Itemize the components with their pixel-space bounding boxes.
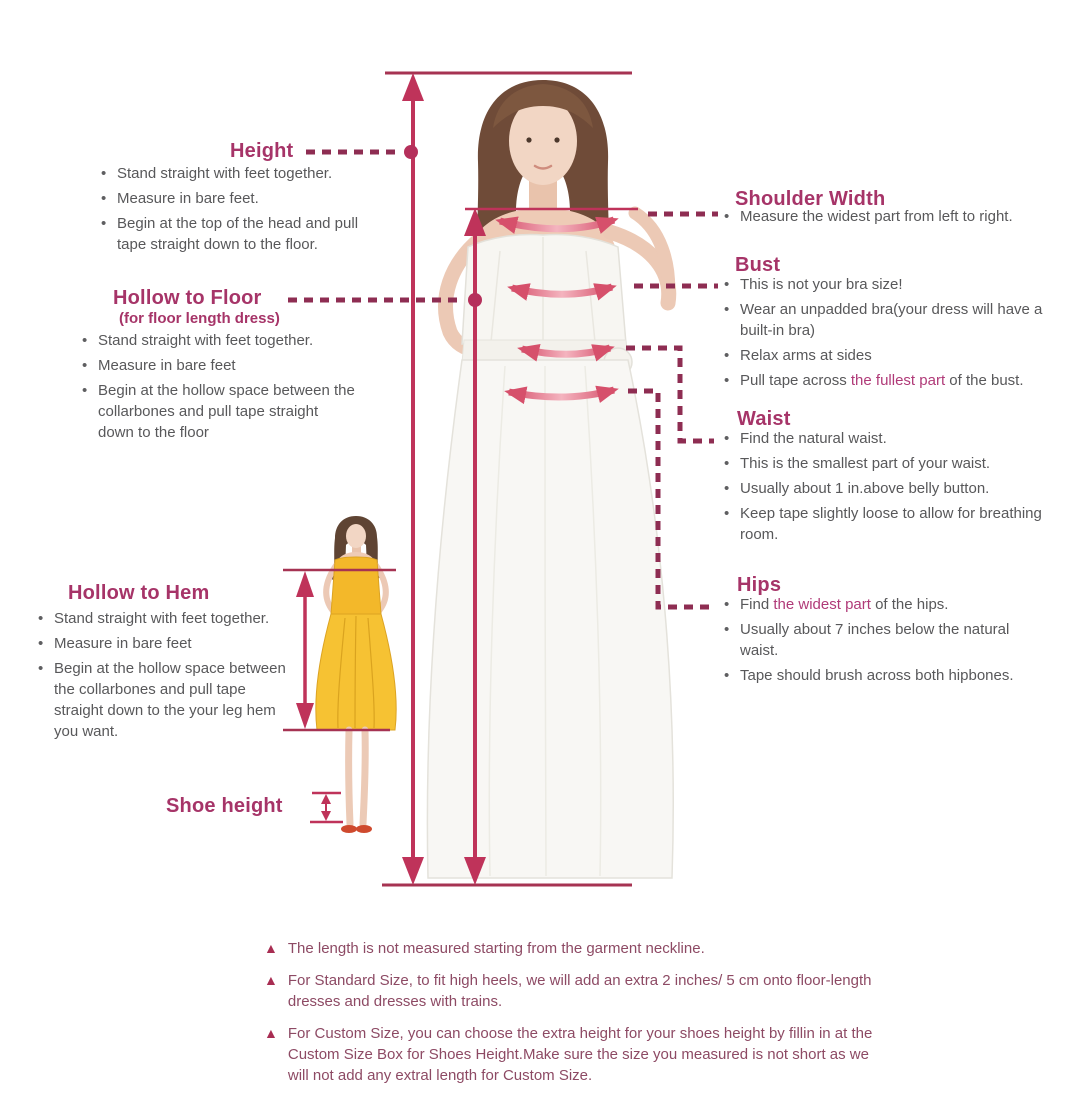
footnotes	[264, 938, 892, 1097]
bullet-item: • Relax arms at sides	[720, 345, 1056, 366]
footnote-item	[264, 938, 892, 959]
shoe-height-gauge	[310, 793, 343, 822]
shoe-height-title: Shoe height	[166, 795, 283, 817]
bullet-item: • Measure in bare feet	[34, 633, 290, 654]
height-instructions	[97, 163, 382, 259]
hips-arrow	[509, 390, 714, 607]
bullet-item: • Stand straight with feet together.	[78, 330, 358, 351]
shoulder-width-instructions	[720, 206, 1050, 231]
warning-triangle-icon: ▲	[264, 972, 278, 988]
bullet-item: • Usually about 7 inches below the natural waist.	[720, 619, 1050, 661]
bust-arrow	[512, 286, 718, 294]
hips-instructions	[720, 594, 1050, 690]
bullet-item: • Begin at the hollow space between the collarbones and pull tape straight down to the floor	[78, 380, 358, 443]
waist-arrow	[522, 348, 714, 441]
waist-instructions	[720, 428, 1042, 549]
bullet-item: • Usually about 1 in.above belly button.	[720, 478, 1042, 499]
bullet-item: • Measure the widest part from left to right.	[720, 206, 1050, 227]
bullet-item: • Stand straight with feet together.	[34, 608, 290, 629]
warning-triangle-icon: ▲	[264, 1025, 278, 1041]
bullet-item: • Begin at the top of the head and pull tape straight down to the floor.	[97, 213, 382, 255]
bullet-item: • Begin at the hollow space between the collarbones and pull tape straight down to the your leg hem you want.	[34, 658, 290, 742]
bullet-item: • Measure in bare feet.	[97, 188, 382, 209]
hollow-to-hem-arrow	[283, 570, 396, 730]
highlighted-phrase: the fullest part	[850, 372, 946, 389]
hollow-to-hem-title: Hollow to Hem	[68, 582, 210, 604]
footnote-text: For Custom Size, you can choose the extra height for your shoes height by fillin in at the Custom Size Box for Shoes Height.Make sure the size you measured is not short as we will not add any extral length for Custom Size.	[287, 1025, 873, 1084]
hollow-to-hem-instructions	[34, 608, 290, 746]
height-title: Height	[230, 140, 294, 162]
bullet-item: • Pull tape across the fullest part of the bust.	[720, 370, 1056, 391]
tall-model-figure	[427, 80, 673, 878]
footnote-text: The length is not measured starting from the garment neckline.	[287, 940, 705, 957]
footnote-text: For Standard Size, to fit high heels, we will add an extra 2 inches/ 5 cm onto floor-length dresses and dresses with trains.	[287, 972, 872, 1010]
bullet-item: • Measure in bare feet	[78, 355, 358, 376]
highlighted-phrase: the widest part	[773, 596, 871, 613]
hips-title: Hips	[737, 574, 782, 596]
bullet-item: • Find the natural waist.	[720, 428, 1042, 449]
bullet-item: • Stand straight with feet together.	[97, 163, 382, 184]
bullet-item: • This is not your bra size!	[720, 274, 1056, 295]
warning-triangle-icon: ▲	[264, 940, 278, 956]
waist-title: Waist	[737, 408, 791, 430]
bullet-item: • Wear an unpadded bra(your dress will have a built-in bra)	[720, 299, 1056, 341]
bullet-item: • Find the widest part of the hips.	[720, 594, 1050, 615]
bullet-item: • Keep tape slightly loose to allow for breathing room.	[720, 503, 1042, 545]
shoulder-width-title: Shoulder Width	[735, 188, 886, 210]
footnote-item	[264, 970, 892, 1012]
shoulder-width-arrow	[465, 209, 718, 229]
bust-title: Bust	[735, 254, 781, 276]
bullet-item: • Tape should brush across both hipbones.	[720, 665, 1050, 686]
hollow-to-floor-title: Hollow to Floor	[113, 287, 262, 309]
bust-instructions	[720, 274, 1056, 395]
hollow-to-floor-arrow	[288, 208, 486, 885]
hollow-to-floor-subtitle: (for floor length dress)	[119, 310, 280, 327]
footnote-item	[264, 1023, 892, 1086]
short-model-figure	[316, 516, 396, 833]
hollow-to-floor-instructions	[78, 330, 358, 447]
bullet-item: • This is the smallest part of your waist.	[720, 453, 1042, 474]
